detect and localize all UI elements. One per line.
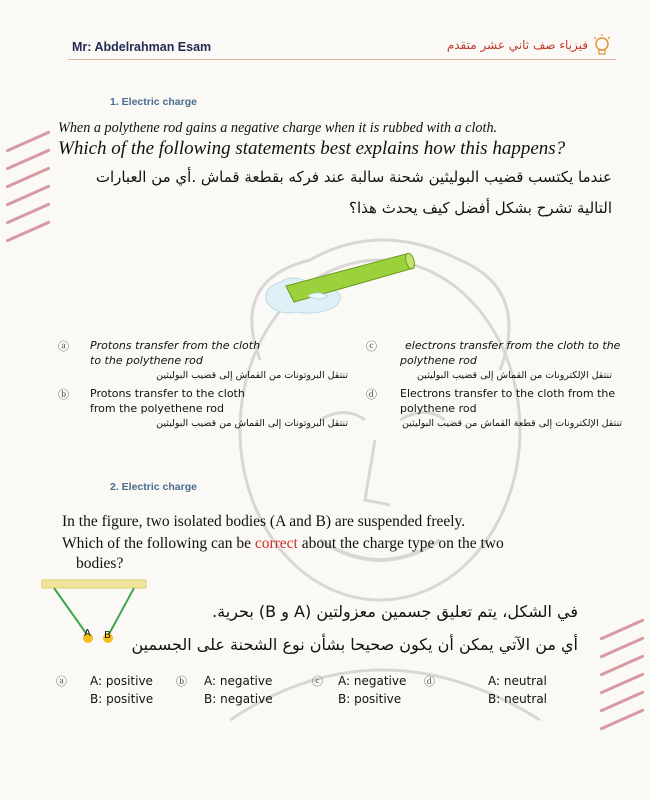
q1-option-d-line1[interactable]: Electrons transfer to the cloth from the	[400, 387, 616, 400]
lightbulb-icon	[592, 33, 612, 57]
q2-option-d-body-b: B: neutral	[488, 692, 548, 706]
q1-option-b-arabic[interactable]: تنتقل البروتونات إلى القماش من قضيب البوليثين	[156, 418, 348, 429]
q1-line1: When a polythene rod gains a negative charge when it is rubbed with a cloth.	[58, 120, 498, 136]
q1-line2: Which of the following statements best explains how this happens?	[58, 138, 566, 159]
polythene-rod-figure	[256, 246, 416, 326]
q2-option-c-body-b: B: positive	[338, 692, 402, 706]
q1-option-d-line2[interactable]: polythene rod	[400, 402, 477, 415]
q1-option-a-letter[interactable]: ⓐ	[58, 340, 69, 353]
q1-option-d-arabic[interactable]: تنتقل الإلكترونات إلى قطعة القماش من قضيب البوليثين	[401, 418, 622, 429]
q2-option-c-letter[interactable]: ⓒ	[312, 675, 323, 688]
q2-option-a-letter[interactable]: ⓐ	[56, 675, 67, 688]
q2-option-c-body-a: A: negative	[338, 674, 407, 688]
q1-arabic-line1: عندما يكتسب قضيب البوليثين شحنة سالبة عند فركه بقطعة قماش .أي من العبارات	[95, 168, 612, 186]
q2-line2-end: about the charge type on the two	[297, 535, 504, 552]
teacher-name: Mr: Abdelrahman Esam	[72, 40, 212, 54]
body-b-label: B	[104, 630, 111, 641]
q1-option-b-line1[interactable]: Protons transfer to the cloth	[90, 387, 245, 400]
q2-option-b-body-b: B: negative	[204, 692, 273, 706]
q1-option-d-letter[interactable]: ⓓ	[366, 388, 377, 401]
q2-option-a[interactable]	[90, 672, 153, 708]
body-a-label: A	[84, 628, 91, 639]
q2-option-b-body-a: A: negative	[204, 674, 273, 688]
q2-option-c[interactable]	[338, 672, 406, 708]
q2-option-d-body-a: A: neutral	[488, 674, 547, 688]
q2-arabic-line1: في الشكل، يتم تعليق جسمين معزولتين (A و B) بحرية.	[212, 602, 578, 621]
q2-line2-start: Which of the following can be	[62, 535, 255, 552]
q2-line3: bodies?	[76, 555, 124, 572]
q1-option-b-letter[interactable]: ⓑ	[58, 388, 69, 401]
q1-option-c-line1[interactable]: electrons transfer from the cloth to the	[405, 339, 621, 352]
q1-option-a-line2[interactable]: to the polythene rod	[90, 354, 203, 367]
q1-option-b-line2[interactable]: from the polyethene rod	[90, 402, 224, 415]
q1-arabic-line2: التالية تشرح بشكل أفضل كيف يحدث هذا؟	[349, 199, 612, 217]
q2-arabic-line2: أي من الآتي يمكن أن يكون صحيحا بشأن نوع الشحنة على الجسمين	[131, 635, 578, 654]
q2-option-d-letter[interactable]: ⓓ	[424, 675, 435, 688]
q1-heading: 1. Electric charge	[110, 96, 197, 108]
subject-title: فيزياء صف ثاني عشر متقدم	[446, 38, 588, 52]
q2-line1: In the figure, two isolated bodies (A and B) are suspended freely.	[62, 513, 466, 530]
q1-option-c-letter[interactable]: ⓒ	[366, 340, 377, 353]
q2-option-b-letter[interactable]: ⓑ	[176, 675, 187, 688]
q2-correct-word: correct	[254, 535, 298, 552]
q2-option-b[interactable]	[204, 672, 273, 708]
q1-option-a-arabic[interactable]: تنتقل البروتونات من القماش إلى قضيب البوليثين	[156, 370, 348, 381]
q2-option-d[interactable]	[488, 672, 547, 708]
q2-option-a-body-b: B: positive	[90, 692, 154, 706]
header-divider	[68, 59, 616, 60]
q1-option-c-arabic[interactable]: تنتقل الإلكترونات من القماش إلى قضيب البوليثين	[417, 370, 612, 381]
q2-option-a-body-a: A: positive	[90, 674, 153, 688]
q2-heading: 2. Electric charge	[110, 481, 197, 493]
q2-line2	[62, 534, 504, 554]
q1-option-a-line1[interactable]: Protons transfer from the cloth	[90, 339, 261, 352]
q1-option-c-line2[interactable]: polythene rod	[400, 354, 477, 367]
